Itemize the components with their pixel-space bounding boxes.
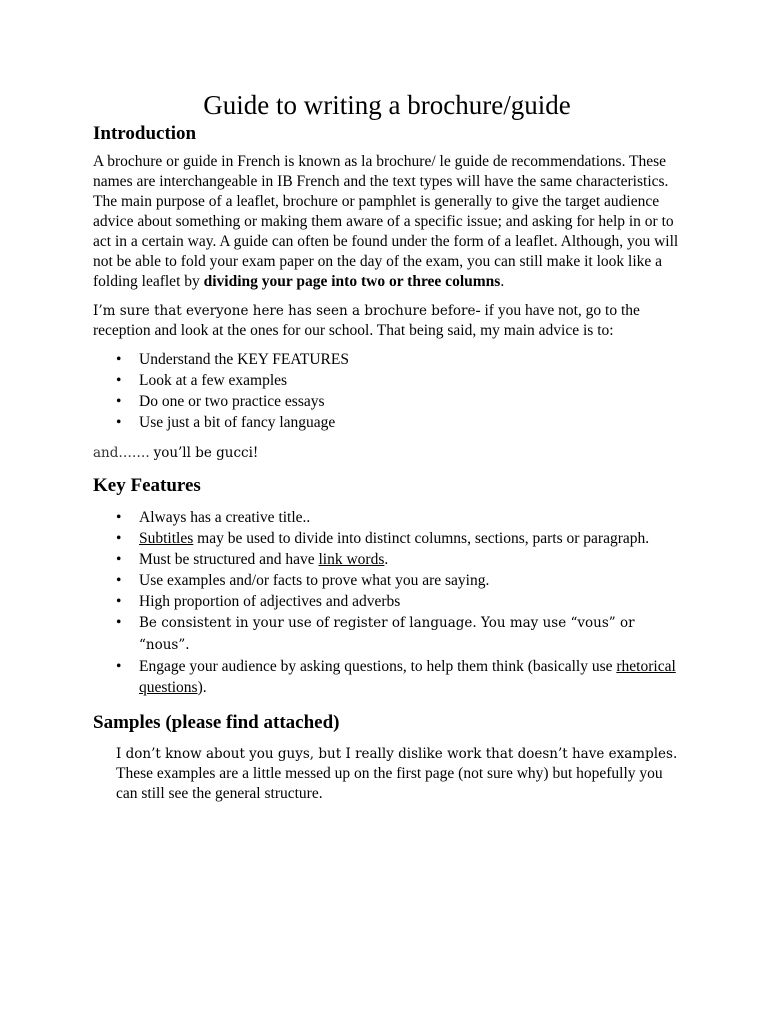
key-features-list <box>93 507 681 698</box>
intro-paragraph-text: A brochure or guide in French is known as la brochure/ le guide de recommendations. These names are interchangeable in IB French and the text types will have the same characteristics. The main purpose of a leaflet, brochure or pamphlet is generally to give the target audience advice about something or making them aware of a specific issue; and asking for help in or to act in a certain way. A guide can often be found under the form of a leaflet. Although, you will not be able to fold your exam paper on the day of the exam, you can still make it look like a folding leaflet by <box>93 153 679 290</box>
bullet-icon: • <box>116 593 122 610</box>
bullet-icon: • <box>116 509 122 526</box>
list-item <box>93 591 681 612</box>
list-item-text: Understand the KEY FEATURES <box>139 351 349 368</box>
list-item-text-end: ). <box>197 679 207 696</box>
list-item-text: may be used to divide into distinct columns, sections, parts or paragraph. <box>193 530 650 547</box>
samples-paragraph-alt: I don’t know about you guys, but I really dislike work that doesn’t have examples. <box>116 746 678 762</box>
list-item-text: Must be structured and have <box>139 551 319 568</box>
advice-list <box>93 349 681 433</box>
list-item <box>93 507 681 528</box>
closing-line <box>93 443 681 463</box>
key-features-heading: Key Features <box>93 475 201 496</box>
page-title: Guide to writing a brochure/guide <box>203 90 571 120</box>
list-item-text: Use examples and/or facts to prove what you are saying. <box>139 572 490 589</box>
advice-paragraph-alt: I’m sure that everyone here has seen a brochure before <box>93 303 476 319</box>
intro-paragraph-end: . <box>500 273 505 290</box>
samples-paragraph <box>93 744 681 804</box>
list-item-text: Engage your audience by asking questions, to help them think (basically use <box>139 658 617 675</box>
bullet-icon: • <box>116 530 122 547</box>
list-item <box>93 370 681 391</box>
list-item <box>93 412 681 433</box>
closing-dots: and……. <box>93 445 150 461</box>
list-item <box>93 612 681 656</box>
bullet-icon: • <box>116 372 122 389</box>
intro-paragraph <box>93 152 681 292</box>
samples-paragraph-text: These examples are a little messed up on the first page (not sure why) but hopefully you can still see the general structure. <box>116 765 663 802</box>
rhetorical-questions-link: rhetorical questions <box>139 658 676 696</box>
list-item-text: Do one or two practice essays <box>139 393 325 410</box>
advice-paragraph <box>93 301 681 341</box>
advice-paragraph-rest: - if you have not, go to the reception and look at the ones for our school. That being said, my main advice is to: <box>93 302 640 339</box>
samples-heading: Samples (please find attached) <box>93 712 340 733</box>
bullet-icon: • <box>116 658 122 675</box>
list-item-text: Be consistent in your use of register of language. You may use “vous” or “nous”. <box>139 615 635 653</box>
link-words-link: link words <box>318 551 385 568</box>
bullet-icon: • <box>116 614 122 631</box>
document-page <box>93 88 681 804</box>
bullet-icon: • <box>116 393 122 410</box>
list-item <box>93 391 681 412</box>
closing-text: you’ll be gucci! <box>153 445 259 461</box>
bullet-icon: • <box>116 572 122 589</box>
subtitles-link: Subtitles <box>139 530 194 547</box>
list-item <box>93 656 681 698</box>
list-item <box>93 549 681 570</box>
bullet-icon: • <box>116 551 122 568</box>
list-item <box>93 349 681 370</box>
list-item-text: Always has a creative title.. <box>139 509 311 526</box>
list-item-text: Use just a bit of fancy language <box>139 414 336 431</box>
list-item <box>93 528 681 549</box>
bullet-icon: • <box>116 351 122 368</box>
list-item-text: Look at a few examples <box>139 372 288 389</box>
introduction-heading: Introduction <box>93 123 197 144</box>
intro-paragraph-bold: dividing your page into two or three columns <box>203 273 501 290</box>
list-item-text-end: . <box>384 551 389 568</box>
bullet-icon: • <box>116 414 122 431</box>
list-item <box>93 570 681 591</box>
list-item-text: High proportion of adjectives and adverbs <box>139 593 401 610</box>
